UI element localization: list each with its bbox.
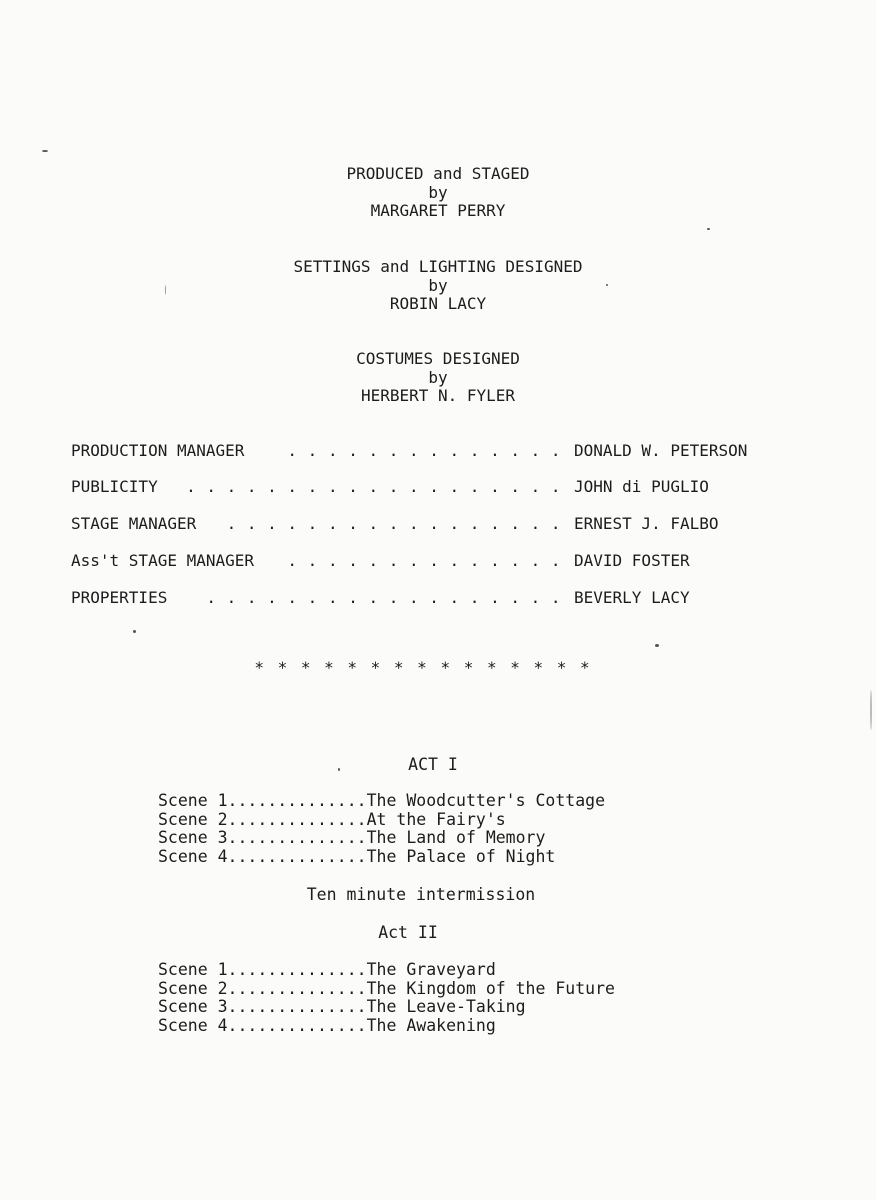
asterisk-divider: * * * * * * * * * * * * * * * xyxy=(254,658,592,677)
act-title-act-2: Act II xyxy=(378,923,438,942)
scene-line: Scene 4..............The Awakening xyxy=(158,1015,496,1035)
staff-role: Ass't STAGE MANAGER xyxy=(71,551,255,570)
credit-title: PRODUCED and STAGED xyxy=(346,164,530,183)
leader-dots: . . . . . . . . . . . . . . xyxy=(277,441,561,460)
paper-speck xyxy=(42,150,48,152)
paper-speck xyxy=(606,284,608,286)
staff-name: DONALD W. PETERSON xyxy=(574,441,748,460)
paper-speck xyxy=(165,285,166,295)
scene-line: Scene 2..............At the Fairy's xyxy=(158,809,506,829)
leader-dots: . . . . . . . . . . . . . . . . . . . xyxy=(186,477,561,496)
credit-costumes xyxy=(0,350,876,406)
credit-by: by xyxy=(428,275,448,295)
paper-speck xyxy=(655,644,659,647)
paper-speck xyxy=(870,690,872,730)
staff-row-publicity xyxy=(71,477,775,499)
credit-title: COSTUMES DESIGNED xyxy=(356,349,520,368)
staff-name: DAVID FOSTER xyxy=(574,551,690,570)
staff-role: PROPERTIES xyxy=(71,588,168,607)
staff-row-properties xyxy=(71,588,775,610)
credit-by: by xyxy=(428,367,448,387)
paper-speck xyxy=(338,768,340,771)
staff-name: BEVERLY LACY xyxy=(574,588,690,607)
credit-title: SETTINGS and LIGHTING DESIGNED xyxy=(293,257,583,276)
credit-name: HERBERT N. FYLER xyxy=(360,386,516,405)
paper-speck xyxy=(133,630,136,633)
scene-list-act-2 xyxy=(158,961,615,1035)
credit-name: ROBIN LACY xyxy=(389,294,487,313)
credit-producer xyxy=(0,165,876,221)
staff-row-assistant-stage-manager xyxy=(71,551,775,573)
leader-dots: . . . . . . . . . . . . . . . . . xyxy=(226,514,561,533)
leader-dots: . . . . . . . . . . . . . . xyxy=(287,551,561,570)
staff-name: ERNEST J. FALBO xyxy=(574,514,719,533)
staff-role: PRODUCTION MANAGER xyxy=(71,441,245,460)
act-title-act-1: ACT I xyxy=(408,755,458,774)
scene-list-act-1 xyxy=(158,792,605,866)
credit-settings xyxy=(0,258,876,314)
staff-row-stage-manager xyxy=(71,514,775,536)
scene-line: Scene 3..............The Land of Memory xyxy=(158,828,546,848)
staff-role: STAGE MANAGER xyxy=(71,514,197,533)
paper-speck xyxy=(707,228,710,230)
intermission-note: Ten minute intermission xyxy=(306,885,536,904)
scene-line: Scene 4..............The Palace of Night xyxy=(158,846,556,866)
credit-by: by xyxy=(428,182,448,202)
staff-row-production-manager xyxy=(71,441,775,463)
scene-line: Scene 1..............The Graveyard xyxy=(158,960,496,979)
scene-line: Scene 3..............The Leave-Taking xyxy=(158,997,526,1017)
scene-line: Scene 2..............The Kingdom of the Future xyxy=(158,978,615,998)
credit-name: MARGARET PERRY xyxy=(370,201,506,220)
staff-role: PUBLICITY xyxy=(71,477,158,496)
staff-name: JOHN di PUGLIO xyxy=(574,477,709,496)
leader-dots: . . . . . . . . . . . . . . . . . . xyxy=(196,588,561,607)
scene-line: Scene 1..............The Woodcutter's Cottage xyxy=(158,791,606,810)
